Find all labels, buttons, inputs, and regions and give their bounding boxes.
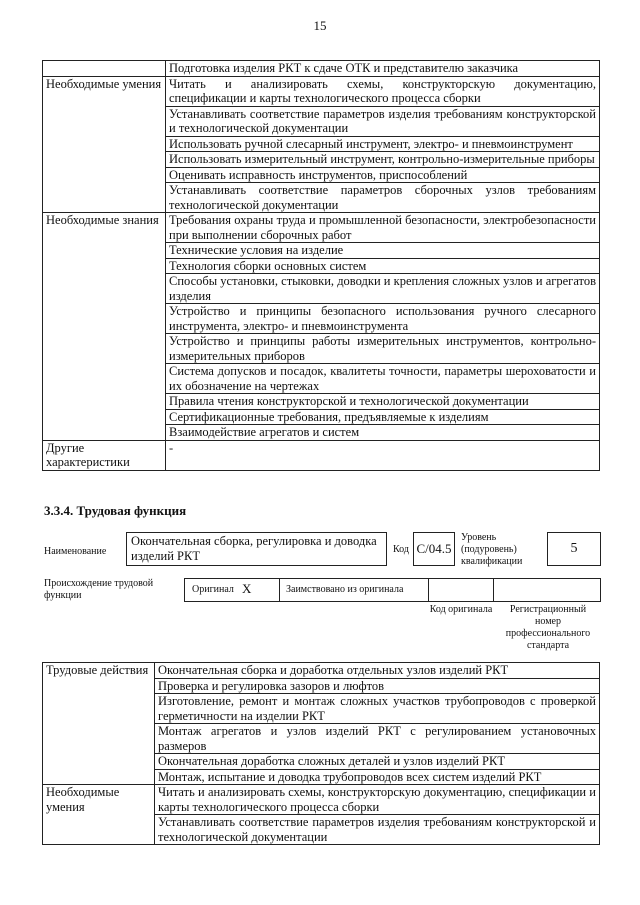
origin-divider	[279, 578, 280, 601]
table-cell: Устанавливать соответствие параметров сборочных узлов требованиям технологической документации	[166, 183, 600, 213]
level-label: Уровень (подуровень) квалификации	[461, 532, 523, 567]
borrowed-label: Заимствовано из оригинала	[286, 584, 404, 595]
requirements-table-top	[42, 60, 600, 471]
name-label: Наименование	[44, 546, 107, 557]
table-row	[43, 663, 600, 679]
level-value: 5	[570, 541, 578, 556]
code-value-box	[413, 532, 455, 566]
name-value-box	[126, 532, 387, 566]
origin-label: Происхождение трудовой функции	[44, 578, 154, 601]
table-cell: Окончательная сборка и доработка отдельных узлов изделий РКТ	[155, 663, 600, 679]
table-cell: Использовать ручной слесарный инструмент, электро- и пневмоинструмент	[166, 136, 600, 152]
table-cell: Взаимодействие агрегатов и систем	[166, 425, 600, 441]
table-cell: Читать и анализировать схемы, конструкторскую документацию, спецификации и карты технологического процесса сборки	[155, 785, 600, 815]
table-cell: Оценивать исправность инструментов, приспособлений	[166, 167, 600, 183]
table-row	[43, 440, 600, 470]
reg-number-label: Регистрационный номер профессионального стандарта	[505, 604, 591, 651]
table-cell: -	[166, 440, 600, 470]
table-cell: Технические условия на изделие	[166, 243, 600, 259]
table-cell: Подготовка изделия РКТ к сдаче ОТК и представителю заказчика	[166, 61, 600, 77]
table-cell: Сертификационные требования, предъявляемые к изделиям	[166, 409, 600, 425]
table-cell: Изготовление, ремонт и монтаж сложных участков трубопроводов с проверкой герметичности на изделии РКТ	[155, 694, 600, 724]
table-cell: Устройство и принципы безопасного использования ручного слесарного инструмента, электро- и пневмоинструмента	[166, 304, 600, 334]
origin-divider	[428, 578, 429, 601]
table-row	[43, 785, 600, 815]
table-cell: Устанавливать соответствие параметров изделия требованиям конструкторской и технологической документации	[155, 815, 600, 845]
table-cell: Проверка и регулировка зазоров и люфтов	[155, 678, 600, 694]
table-row	[43, 61, 600, 77]
row-label-skills: Необходимые умения	[43, 76, 166, 213]
table-cell: Монтаж, испытание и доводка трубопроводов всех систем изделий РКТ	[155, 769, 600, 785]
row-label-knowledge: Необходимые знания	[43, 213, 166, 441]
table-row	[43, 76, 600, 106]
level-value-box	[547, 532, 601, 566]
table-cell: Устанавливать соответствие параметров изделия требованиям конструкторской и технологической документации	[166, 106, 600, 136]
original-label: Оригинал	[192, 584, 234, 595]
section-heading: 3.3.4. Трудовая функция	[44, 503, 187, 518]
row-label-actions: Трудовые действия	[43, 663, 155, 785]
code-value: С/04.5	[416, 541, 452, 556]
table-cell: Монтаж агрегатов и узлов изделий РКТ с регулированием установочных размеров	[155, 724, 600, 754]
row-label-skills: Необходимые умения	[43, 785, 155, 845]
empty-cell	[43, 61, 166, 77]
page-number: 15	[313, 18, 327, 33]
table-cell: Система допусков и посадок, квалитеты точности, параметры шероховатости и их обозначение на чертежах	[166, 364, 600, 394]
origin-divider	[493, 578, 494, 601]
code-label: Код	[393, 544, 409, 555]
table-cell: Способы установки, стыковки, доводки и крепления сложных узлов и агрегатов изделия	[166, 274, 600, 304]
table-cell: Устройство и принципы работы измерительных инструментов, контрольно-измерительных приборов	[166, 334, 600, 364]
table-cell: Использовать измерительный инструмент, контрольно-измерительные приборы	[166, 152, 600, 168]
table-row	[43, 213, 600, 243]
name-value: Окончательная сборка, регулировка и доводка изделий РКТ	[131, 534, 377, 563]
original-mark: X	[242, 581, 252, 596]
code-original-label: Код оригинала	[429, 604, 493, 615]
table-cell: Окончательная доработка сложных деталей и узлов изделий РКТ	[155, 754, 600, 770]
table-cell: Читать и анализировать схемы, конструкторскую документацию, спецификации и карты технологического процесса сборки	[166, 76, 600, 106]
table-cell: Технология сборки основных систем	[166, 258, 600, 274]
table-cell: Правила чтения конструкторской и технологической документации	[166, 394, 600, 410]
row-label-other: Другие характеристики	[43, 440, 166, 470]
requirements-table-bottom	[42, 662, 600, 845]
table-cell: Требования охраны труда и промышленной безопасности, электробезопасности при выполнении сборочных работ	[166, 213, 600, 243]
